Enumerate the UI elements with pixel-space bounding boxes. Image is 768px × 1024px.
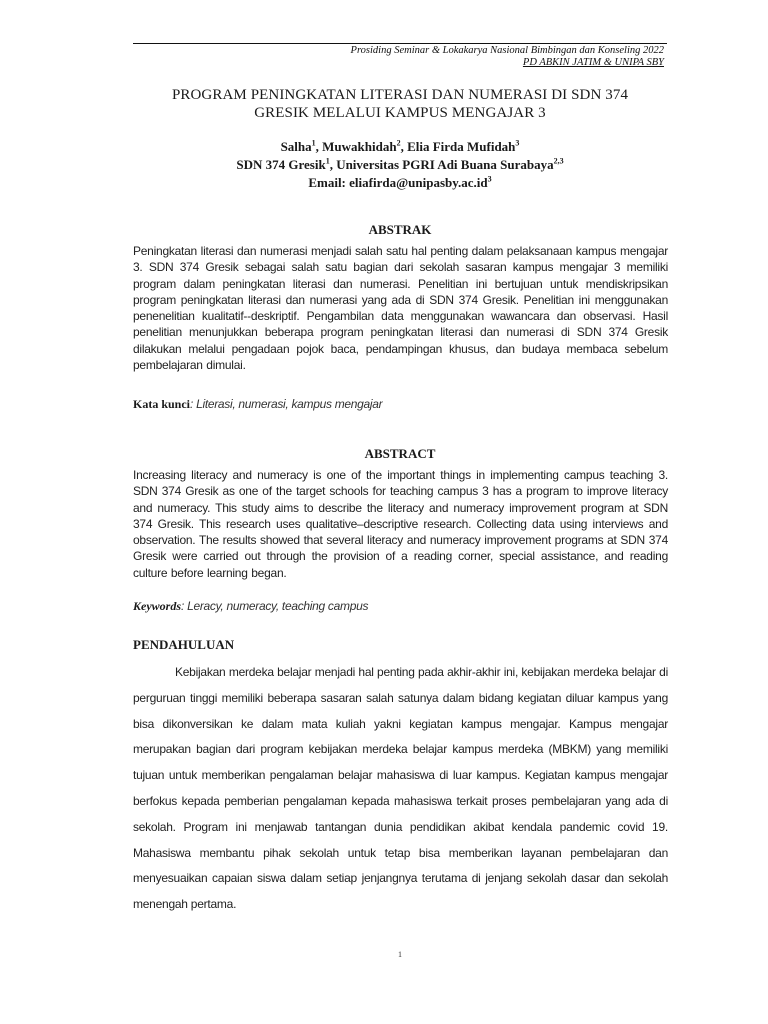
author-list [130,139,670,155]
affiliation-mark: 2,3 [553,156,564,166]
author-affiliation-mark: 2 [396,138,401,148]
abstrak-heading: ABSTRAK [368,222,432,237]
affiliation-name: , Universitas PGRI Adi Buana Surabaya [329,157,554,172]
affiliations [130,157,670,173]
email-affiliation-mark: 3 [487,174,492,184]
kata-kunci-value: : Literasi, numerasi, kampus mengajar [190,397,383,411]
kata-kunci [133,397,668,412]
pendahuluan-text: Kebijakan merdeka belajar menjadi hal penting pada akhir-akhir ini, kebijakan merdeka belajar di perguruan tinggi memiliki beberapa sasaran salah satunya dalam bidang kegiatan diluar kampus yang bisa dikonversikan ke dalam mata kuliah yakni kegiatan kampus mengajar. Kampus mengajar merupakan bagian dari program kebijakan merdeka belajar kampus merdeka (MBKM) yang memiliki tujuan untuk memberikan pengalaman belajar mahasiswa di luar kampus. Kegiatan kampus mengajar berfokus kepada pemberian pengalaman kepada mahasiswa terkait proses pembelajaran yang ada di sekolah. Program ini menjawab tantangan dunia pendidikan akibat kendala pandemic covid 19. Mahasiswa membantu pihak sekolah untuk tetap bisa memberikan layanan pembelajaran dan menyesuaikan capaian siswa dalam setiap jenjangnya terutama di jenjang sekolah dasar dan sekolah menengah pertama. [133,665,668,912]
author-name: Salha [280,139,312,154]
email-text: Email: eliafirda@unipasby.ac.id [308,175,488,190]
author-affiliation-mark: 3 [515,138,520,148]
running-header-proceedings: Prosiding Seminar & Lokakarya Nasional Bimbingan dan Konseling 2022 [350,45,664,56]
abstract-heading: ABSTRACT [364,446,436,461]
keywords-value: : Leracy, numeracy, teaching campus [181,599,369,613]
abstrak-text: Peningkatan literasi dan numerasi menjadi salah satu hal penting dalam pelaksanaan kampus mengajar 3. SDN 374 Gresik sebagai salah satu bagian dari sekolah sasaran kampus mengajar 3 memiliki program dalam peningkatan literasi dan numerasi. Penelitian ini bertujuan untuk mendiskripsikan program peningkatan literasi dan numerasi yang ada di SDN 374 Gresik. Penelitian ini menggunakan penenelitian kualitatif--deskriptif. Pengambilan data menggunakan wawancara dan observasi. Hasil penelitian menunjukkan beberapa program peningkatan literasi dan numerasi di SDN 374 Gresik dilakukan melalui pengadaan pojok baca, pendampingan khusus, dan budaya membaca sebelum pembelajaran dimulai. [133,244,668,373]
page-number: 1 [398,950,402,959]
author-affiliation-mark: 1 [311,138,316,148]
affiliation-mark: 1 [325,156,330,166]
pendahuluan-heading: PENDAHULUAN [133,637,235,652]
affiliation-name: SDN 374 Gresik [236,157,326,172]
title-line-2: GRESIK MELALUI KAMPUS MENGAJAR 3 [254,105,546,121]
abstract-text: Increasing literacy and numeracy is one of the important things in implementing campus teaching 3. SDN 374 Gresik as one of the target schools for teaching campus 3 has a program to improve literacy and numeracy. This study aims to describe the literacy and numeracy improvement program at SDN 374 Gresik. This research uses qualitative–descriptive research. Collecting data using interviews and observation. The results showed that several literacy and numeracy improvement programs at SDN 374 Gresik were carried out through the provision of a reading corner, special assistance, and reading culture before learning began. [133,468,668,580]
paper-title [130,86,670,122]
keywords-label: Keywords [133,599,181,613]
header-rule [133,43,667,44]
title-line-1: PROGRAM PENINGKATAN LITERASI DAN NUMERASI DI SDN 374 [171,87,629,103]
keywords [133,599,668,614]
contact-email [130,175,670,191]
author-name: , Muwakhidah [315,139,397,154]
kata-kunci-label: Kata kunci [133,397,191,411]
author-name: , Elia Firda Mufidah [400,139,516,154]
running-header-organizer: PD ABKIN JATIM & UNIPA SBY [522,57,664,68]
